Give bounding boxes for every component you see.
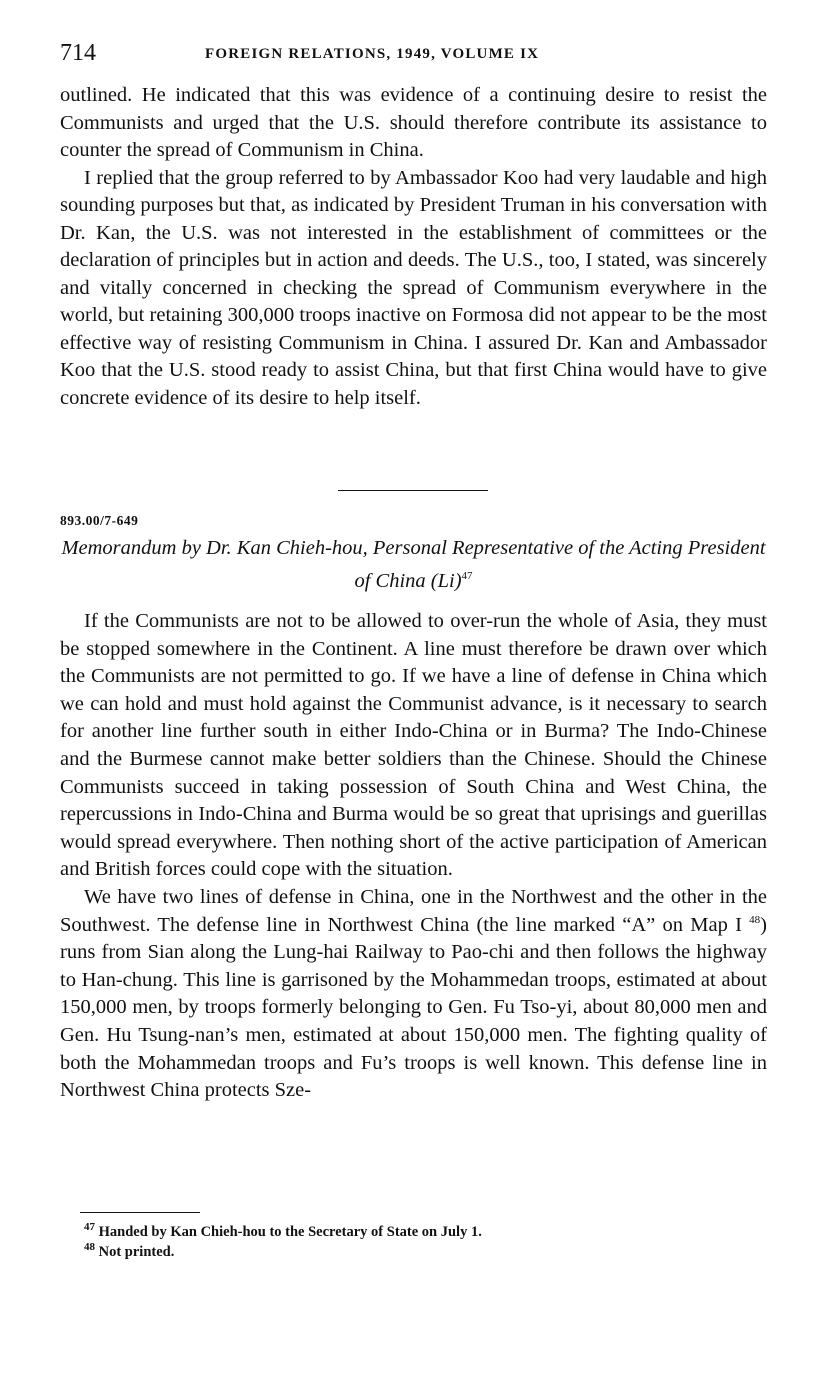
paragraph: outlined. He indicated that this was evidence of a continuing desire to resist the Communists and urged that the U.S. should therefore contribute its assistance to counter the spread of Communism in China. <box>60 84 767 161</box>
footnote-mark: 47 <box>84 1221 95 1234</box>
paragraph-text: ) runs from Sian along the Lung-hai Railway to Pao-chi and then follows the highway to Han-chung. This line is garrisoned by the Mohammedan troops, estimated at about 150,000 men, by troops formerly belonging to Gen. Fu Tso-yi, about 80,000 men and Gen. Hu Tsung-nan’s men, estimated at about 150,000 men. The fighting quality of both the Mohammedan troops and Fu’s troops is well known. This defense line in Northwest China protects Sze- <box>60 913 767 1102</box>
page-number: 714 <box>60 40 96 66</box>
paragraph-text: We have two lines of defense in China, one in the Northwest and the other in the Southwest. The defense line in Northwest China (the line marked “A” on Map I <box>60 885 767 936</box>
paragraph: If the Communists are not to be allowed to over-run the whole of Asia, they must be stopped somewhere in the Continent. A line must therefore be drawn over which the Communists are not permitted to go. If we have a line of defense in China which we can hold and must hold against the Communist advance, is it necessary to search for another line further south in either Indo-China or in Burma? The Indo-Chinese and the Burmese cannot make better soldiers than the Chinese. Should the Chinese Communists succeed in taking possession of South China and West China, the repercussions in Indo-China and Burma would be so great that uprisings and guerillas would spread everywhere. Then nothing short of the active participation of American and British forces could cope with the situation. <box>60 610 767 881</box>
footnote-mark: 48 <box>84 1241 95 1254</box>
page-header <box>60 40 770 70</box>
body-text-memo <box>60 608 767 1105</box>
file-number: 893.00/7-649 <box>60 513 139 528</box>
paragraph <box>60 884 767 1105</box>
footnote-divider <box>80 1212 200 1213</box>
footnote-text: Handed by Kan Chieh-hou to the Secretary of State on July 1. <box>98 1224 482 1240</box>
footnote-ref: 47 <box>461 570 473 582</box>
footnote <box>84 1222 482 1242</box>
footnote <box>84 1242 482 1262</box>
body-text-top <box>60 82 767 412</box>
footnote-text: Not printed. <box>98 1244 175 1260</box>
running-title: FOREIGN RELATIONS, 1949, VOLUME IX <box>205 46 540 62</box>
footnote-ref: 48 <box>749 913 761 926</box>
paragraph: I replied that the group referred to by Ambassador Koo had very laudable and high sounding purposes but that, as indicated by President Truman in his conversation with Dr. Kan, the U.S. was not interested in the establishment of committees or the declaration of principles but in action and deeds. The U.S., too, I stated, was sincerely and vitally concerned in checking the spread of Communism everywhere in the world, but retaining 300,000 troops inactive on Formosa did not appear to be the most effective way of resisting Communism in China. I assured Dr. Kan and Ambassador Koo that the U.S. stood ready to assist China, but that first China would have to give concrete evidence of its desire to help itself. <box>60 166 767 409</box>
footnotes <box>84 1222 482 1262</box>
section-divider <box>338 490 488 491</box>
document-title-text: Memorandum by Dr. Kan Chieh-hou, Personal Representative of the Acting President of China (Li) <box>61 537 766 592</box>
document-title <box>60 534 767 595</box>
